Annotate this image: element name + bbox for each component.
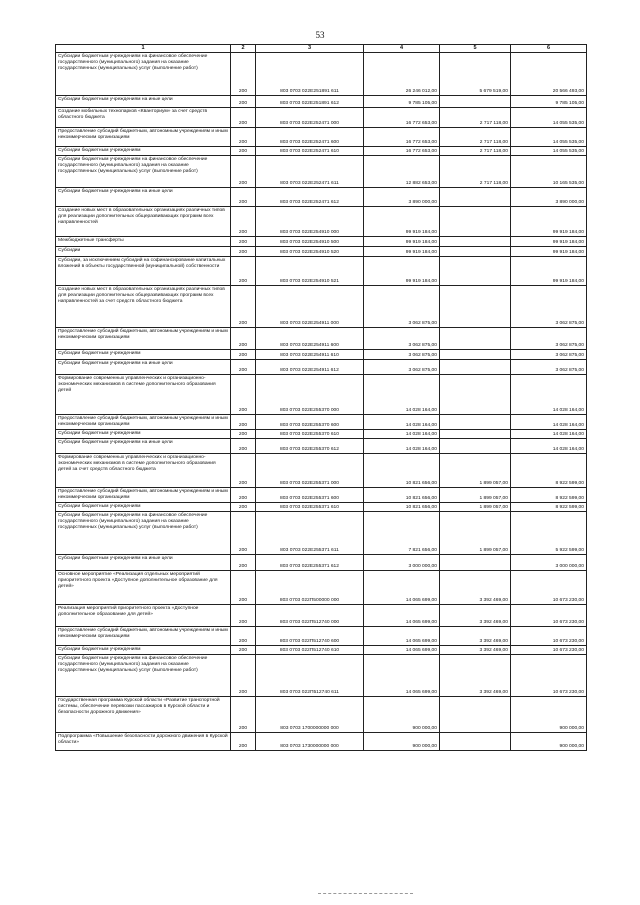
column-header: 6 (511, 45, 587, 53)
row-amount-col5: 5 679 519,00 (440, 53, 511, 96)
row-amount-col4: 14 028 164,00 (364, 415, 440, 430)
row-classification-code: 803 0703 022П512740 610 (256, 646, 364, 655)
row-name: Субсидии, за исключением субсидий на софинансирование капитальных вложений в объекты государственной (муниципальной) собственности (56, 257, 231, 286)
column-header-row (56, 45, 587, 53)
row-amount-col5 (440, 733, 511, 751)
row-amount-col4: 14 028 164,00 (364, 375, 440, 415)
row-name: Формирование современных управленческих и организационно-экономических механизмов в системе дополнительного образования детей (56, 375, 231, 415)
row-section-code: 200 (231, 697, 256, 733)
row-amount-col4: 14 028 164,00 (364, 439, 440, 454)
table-row (56, 605, 587, 627)
row-classification-code: 803 0703 022П512740 611 (256, 655, 364, 697)
row-section-code: 200 (231, 96, 256, 108)
row-amount-col4: 14 065 699,00 (364, 655, 440, 697)
row-amount-col5: 3 392 469,00 (440, 605, 511, 627)
budget-table (55, 44, 587, 751)
row-amount-col5: 1 899 057,00 (440, 503, 511, 512)
table-row (56, 512, 587, 555)
row-classification-code: 803 0703 022E255371 611 (256, 512, 364, 555)
row-name: Субсидии бюджетным учреждениям (56, 503, 231, 512)
row-name: Предоставление субсидий бюджетным, автономным учреждениям и иным некоммерческим организациям (56, 415, 231, 430)
table-row (56, 415, 587, 430)
row-amount-col5 (440, 375, 511, 415)
row-amount-col4: 14 028 164,00 (364, 430, 440, 439)
row-classification-code: 803 0703 022E255370 600 (256, 415, 364, 430)
row-amount-col6: 14 028 164,00 (511, 430, 587, 439)
row-section-code: 200 (231, 207, 256, 237)
row-classification-code: 803 0703 022E252471 610 (256, 147, 364, 156)
row-amount-col5 (440, 286, 511, 328)
table-row (56, 439, 587, 454)
row-name: Субсидии (56, 247, 231, 257)
row-amount-col6: 5 922 599,00 (511, 512, 587, 555)
row-classification-code: 803 0703 022E251891 611 (256, 53, 364, 96)
row-amount-col6: 8 922 599,00 (511, 488, 587, 503)
row-amount-col4: 3 000 000,00 (364, 555, 440, 571)
row-amount-col5 (440, 360, 511, 375)
row-classification-code: 803 0703 022E255371 612 (256, 555, 364, 571)
row-amount-col5: 3 392 469,00 (440, 646, 511, 655)
row-amount-col4: 7 821 656,00 (364, 512, 440, 555)
row-amount-col6: 8 922 599,00 (511, 454, 587, 488)
row-amount-col5 (440, 96, 511, 108)
row-amount-col6: 99 919 184,00 (511, 257, 587, 286)
row-amount-col6: 14 055 535,00 (511, 147, 587, 156)
row-name: Субсидии бюджетным учреждениям (56, 646, 231, 655)
row-name: Субсидии бюджетным учреждениям на иные цели (56, 360, 231, 375)
row-amount-col6: 99 919 184,00 (511, 247, 587, 257)
row-name: Субсидии бюджетным учреждениям на финансовое обеспечение государственного (муниципального) задания на оказание государственных (муниципальных) услуг (выполнение работ) (56, 53, 231, 96)
row-section-code: 200 (231, 503, 256, 512)
row-amount-col5: 2 717 118,00 (440, 156, 511, 188)
row-amount-col4: 3 062 875,00 (364, 350, 440, 360)
column-header: 4 (364, 45, 440, 53)
row-section-code: 200 (231, 555, 256, 571)
row-classification-code: 803 0703 022E254911 600 (256, 328, 364, 350)
row-amount-col6: 3 062 875,00 (511, 360, 587, 375)
row-amount-col5: 2 717 118,00 (440, 147, 511, 156)
row-section-code: 200 (231, 328, 256, 350)
row-amount-col4: 99 919 184,00 (364, 237, 440, 247)
row-section-code: 200 (231, 360, 256, 375)
row-amount-col4: 12 882 653,00 (364, 156, 440, 188)
row-name: Предоставление субсидий бюджетным, автономным учреждениям и иным некоммерческим организациям (56, 328, 231, 350)
row-amount-col5 (440, 257, 511, 286)
row-section-code: 200 (231, 415, 256, 430)
row-section-code: 200 (231, 605, 256, 627)
row-amount-col4: 14 065 699,00 (364, 605, 440, 627)
row-name: Государственная программа Курской области «Развитие транспортной системы, обеспечение перевозки пассажиров в Курской области и безопасности дорожного движения» (56, 697, 231, 733)
row-classification-code: 803 0703 022П512740 000 (256, 605, 364, 627)
row-classification-code: 803 0703 022E254910 000 (256, 207, 364, 237)
row-amount-col5: 2 717 118,00 (440, 128, 511, 147)
row-classification-code: 803 0703 022E251891 612 (256, 96, 364, 108)
row-amount-col6: 14 055 535,00 (511, 108, 587, 128)
table-row (56, 286, 587, 328)
row-section-code: 200 (231, 286, 256, 328)
row-name: Субсидии бюджетным учреждениям (56, 350, 231, 360)
row-classification-code: 803 0703 1700000000 000 (256, 697, 364, 733)
column-header: 3 (256, 45, 364, 53)
row-amount-col4: 16 772 653,00 (364, 128, 440, 147)
row-amount-col4: 3 062 875,00 (364, 328, 440, 350)
row-amount-col4: 16 772 653,00 (364, 108, 440, 128)
row-amount-col6: 99 919 184,00 (511, 237, 587, 247)
table-row (56, 128, 587, 147)
table-row (56, 454, 587, 488)
row-section-code: 200 (231, 627, 256, 646)
row-amount-col4: 99 919 184,00 (364, 247, 440, 257)
row-classification-code: 803 0703 022E255371 000 (256, 454, 364, 488)
table-row (56, 350, 587, 360)
row-name: Создание новых мест в образовательных организациях различных типов для реализации дополнительных общеразвивающих программ всех направленностей за счет средств областного бюджета (56, 286, 231, 328)
row-amount-col6: 14 028 164,00 (511, 439, 587, 454)
row-section-code: 200 (231, 257, 256, 286)
row-amount-col6: 14 028 164,00 (511, 415, 587, 430)
row-section-code: 200 (231, 646, 256, 655)
table-row (56, 646, 587, 655)
row-amount-col4: 3 890 000,00 (364, 188, 440, 207)
row-amount-col4: 3 062 875,00 (364, 286, 440, 328)
row-amount-col5 (440, 328, 511, 350)
row-name: Формирование современных управленческих и организационно-экономических механизмов в системе дополнительного образования детей за счет средств областного бюджета (56, 454, 231, 488)
row-section-code: 200 (231, 53, 256, 96)
table-row (56, 108, 587, 128)
row-amount-col4: 3 062 875,00 (364, 360, 440, 375)
row-amount-col6: 20 566 493,00 (511, 53, 587, 96)
table-row (56, 430, 587, 439)
row-section-code: 200 (231, 439, 256, 454)
row-amount-col4: 99 919 184,00 (364, 257, 440, 286)
row-amount-col4: 99 919 184,00 (364, 207, 440, 237)
row-amount-col5 (440, 350, 511, 360)
column-header: 5 (440, 45, 511, 53)
row-amount-col4: 16 772 653,00 (364, 147, 440, 156)
row-section-code: 200 (231, 188, 256, 207)
row-amount-col6: 14 055 535,00 (511, 128, 587, 147)
row-amount-col6: 10 673 230,00 (511, 655, 587, 697)
row-classification-code: 803 0703 022П512740 600 (256, 627, 364, 646)
row-amount-col5 (440, 555, 511, 571)
table-row (56, 247, 587, 257)
row-amount-col4: 26 246 012,00 (364, 53, 440, 96)
row-name: Создание мобильных технопарков «Кванториум» за счет средств областного бюджета (56, 108, 231, 128)
row-classification-code: 803 0703 022E255370 612 (256, 439, 364, 454)
row-amount-col4: 900 000,00 (364, 733, 440, 751)
row-amount-col6: 14 028 164,00 (511, 375, 587, 415)
row-section-code: 200 (231, 488, 256, 503)
row-amount-col4: 10 821 656,00 (364, 503, 440, 512)
table-row (56, 188, 587, 207)
table-row (56, 96, 587, 108)
row-amount-col6: 99 919 184,00 (511, 207, 587, 237)
row-classification-code: 803 0703 022E252471 611 (256, 156, 364, 188)
row-amount-col6: 8 922 599,00 (511, 503, 587, 512)
row-section-code: 200 (231, 375, 256, 415)
row-section-code: 200 (231, 733, 256, 751)
row-amount-col6: 900 000,00 (511, 697, 587, 733)
row-classification-code: 803 0703 022E255370 610 (256, 430, 364, 439)
row-classification-code: 803 0703 1730000000 000 (256, 733, 364, 751)
row-section-code: 200 (231, 350, 256, 360)
row-section-code: 200 (231, 237, 256, 247)
row-amount-col6: 10 165 535,00 (511, 156, 587, 188)
row-amount-col5 (440, 237, 511, 247)
table-row (56, 360, 587, 375)
column-header: 2 (231, 45, 256, 53)
row-amount-col5: 2 717 118,00 (440, 108, 511, 128)
row-name: Предоставление субсидий бюджетным, автономным учреждениям и иным некоммерческим организациям (56, 128, 231, 147)
budget-table-body (56, 45, 587, 751)
row-amount-col6: 10 673 230,00 (511, 571, 587, 605)
row-section-code: 200 (231, 128, 256, 147)
table-row (56, 257, 587, 286)
footer-line (318, 893, 413, 894)
row-section-code: 200 (231, 247, 256, 257)
row-amount-col6: 3 062 875,00 (511, 350, 587, 360)
table-row (56, 555, 587, 571)
row-amount-col5: 1 899 057,00 (440, 488, 511, 503)
row-name: Реализация мероприятий приоритетного проекта «Доступное дополнительное образование для детей» (56, 605, 231, 627)
table-row (56, 697, 587, 733)
row-classification-code: 803 0703 022E254911 000 (256, 286, 364, 328)
row-name: Субсидии бюджетным учреждениям (56, 147, 231, 156)
row-section-code: 200 (231, 430, 256, 439)
row-amount-col5 (440, 439, 511, 454)
page-number: 53 (315, 30, 325, 40)
row-amount-col4: 14 065 699,00 (364, 646, 440, 655)
row-amount-col4: 14 065 699,00 (364, 627, 440, 646)
table-row (56, 53, 587, 96)
row-section-code: 200 (231, 156, 256, 188)
row-amount-col5: 3 392 469,00 (440, 655, 511, 697)
row-classification-code: 803 0703 022E254910 520 (256, 247, 364, 257)
row-name: Создание новых мест в образовательных организациях различных типов для реализации дополнительных общеразвивающих программ всех направленностей (56, 207, 231, 237)
row-name: Субсидии бюджетным учреждениям на иные цели (56, 439, 231, 454)
row-classification-code: 803 0703 022E255370 000 (256, 375, 364, 415)
table-row (56, 237, 587, 247)
row-name: Субсидии бюджетным учреждениям на финансовое обеспечение государственного (муниципального) задания на оказание государственных (муниципальных) услуг (выполнение работ) (56, 655, 231, 697)
row-classification-code: 803 0703 022E255371 610 (256, 503, 364, 512)
row-amount-col5 (440, 247, 511, 257)
table-row (56, 655, 587, 697)
row-amount-col4: 14 065 699,00 (364, 571, 440, 605)
row-name: Предоставление субсидий бюджетным, автономным учреждениям и иным некоммерческим организациям (56, 488, 231, 503)
row-classification-code: 803 0703 022E252471 612 (256, 188, 364, 207)
row-amount-col5 (440, 415, 511, 430)
row-amount-col5 (440, 207, 511, 237)
row-classification-code: 803 0703 022E254910 521 (256, 257, 364, 286)
row-name: Субсидии бюджетным учреждениям на иные цели (56, 188, 231, 207)
row-section-code: 200 (231, 655, 256, 697)
row-name: Субсидии бюджетным учреждениям на иные цели (56, 96, 231, 108)
row-name: Субсидии бюджетным учреждениям на иные цели (56, 555, 231, 571)
row-name: Подпрограмма «Повышение безопасности дорожного движения в Курской области» (56, 733, 231, 751)
row-name: Субсидии бюджетным учреждениям на финансовое обеспечение государственного (муниципального) задания на оказание государственных (муниципальных) услуг (выполнение работ) (56, 512, 231, 555)
row-amount-col4: 10 821 656,00 (364, 454, 440, 488)
row-amount-col6: 3 890 000,00 (511, 188, 587, 207)
row-name: Предоставление субсидий бюджетным, автономным учреждениям и иным некоммерческим организациям (56, 627, 231, 646)
row-amount-col5: 3 392 469,00 (440, 627, 511, 646)
row-amount-col6: 9 785 105,00 (511, 96, 587, 108)
table-row (56, 328, 587, 350)
row-name: Основное мероприятие «Реализация отдельных мероприятий приоритетного проекта «Доступное дополнительное образование для детей» (56, 571, 231, 605)
table-row (56, 571, 587, 605)
row-classification-code: 803 0703 022E255371 600 (256, 488, 364, 503)
row-amount-col6: 3 062 875,00 (511, 286, 587, 328)
table-row (56, 503, 587, 512)
table-row (56, 207, 587, 237)
row-section-code: 200 (231, 108, 256, 128)
row-amount-col5: 1 899 057,00 (440, 512, 511, 555)
table-row (56, 488, 587, 503)
table-row (56, 147, 587, 156)
row-name: Субсидии бюджетным учреждениям на финансовое обеспечение государственного (муниципального) задания на оказание государственных (муниципальных) услуг (выполнение работ) (56, 156, 231, 188)
row-classification-code: 803 0703 022E252471 600 (256, 128, 364, 147)
row-amount-col5: 3 392 469,00 (440, 571, 511, 605)
row-classification-code: 803 0703 022E254910 500 (256, 237, 364, 247)
row-amount-col6: 3 000 000,00 (511, 555, 587, 571)
row-section-code: 200 (231, 147, 256, 156)
row-amount-col5 (440, 430, 511, 439)
row-name: Межбюджетные трансферты (56, 237, 231, 247)
row-amount-col6: 10 673 230,00 (511, 605, 587, 627)
row-amount-col6: 10 673 230,00 (511, 646, 587, 655)
row-amount-col6: 900 000,00 (511, 733, 587, 751)
row-classification-code: 803 0703 022E254911 610 (256, 350, 364, 360)
row-amount-col6: 10 673 230,00 (511, 627, 587, 646)
row-classification-code: 803 0703 022П500000 000 (256, 571, 364, 605)
row-classification-code: 803 0703 022E254911 612 (256, 360, 364, 375)
row-amount-col4: 900 000,00 (364, 697, 440, 733)
row-section-code: 200 (231, 454, 256, 488)
row-amount-col4: 9 785 105,00 (364, 96, 440, 108)
row-amount-col6: 3 062 875,00 (511, 328, 587, 350)
row-amount-col4: 10 821 656,00 (364, 488, 440, 503)
row-amount-col5 (440, 697, 511, 733)
row-classification-code: 803 0703 022E252471 000 (256, 108, 364, 128)
row-section-code: 200 (231, 571, 256, 605)
column-header: 1 (56, 45, 231, 53)
table-row (56, 375, 587, 415)
row-section-code: 200 (231, 512, 256, 555)
table-row (56, 627, 587, 646)
table-row (56, 156, 587, 188)
table-row (56, 733, 587, 751)
row-name: Субсидии бюджетным учреждениям (56, 430, 231, 439)
row-amount-col5: 1 899 057,00 (440, 454, 511, 488)
row-amount-col5 (440, 188, 511, 207)
